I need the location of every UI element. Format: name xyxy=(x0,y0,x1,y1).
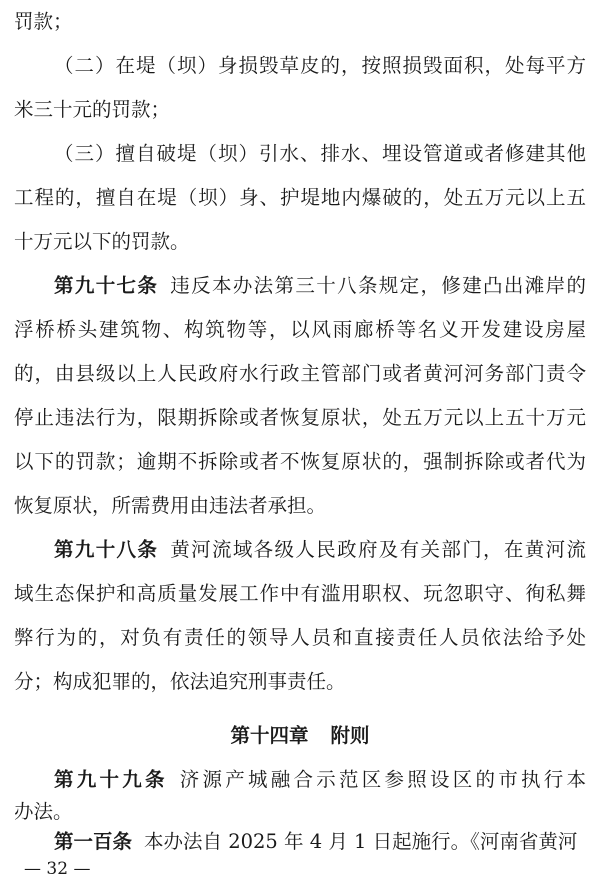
text-line: 米三十元的罚款； xyxy=(14,98,171,121)
article-99-first-line xyxy=(54,768,586,792)
chapter-number: 第十四章 xyxy=(230,724,309,747)
text-line: 域生态保护和高质量发展工作中有滥用职权、玩忽职守、徇私舞 xyxy=(14,582,586,605)
article-100-first-line xyxy=(54,830,586,854)
article-99-number: 第九十九条 xyxy=(54,768,168,791)
chapter-heading xyxy=(0,724,600,748)
text-line: 浮桥桥头建筑物、构筑物等，以风雨廊桥等名义开发建设房屋 xyxy=(14,318,586,341)
text-line: 本办法自 2025 年 4 月 1 日起施行。《河南省黄河 xyxy=(144,830,578,853)
text-line: （三）擅自破堤（坝）引水、排水、埋设管道或者修建其他 xyxy=(54,142,586,165)
article-98-first-line xyxy=(54,538,586,562)
text-line: 弊行为的，对负有责任的领导人员和直接责任人员依法给予处 xyxy=(14,626,586,649)
article-97-first-line xyxy=(54,274,586,298)
text-line: 工程的，擅自在堤（坝）身、护堤地内爆破的，处五万元以上五 xyxy=(14,186,586,209)
article-97-number: 第九十七条 xyxy=(54,274,159,297)
text-line: 办法。 xyxy=(14,800,73,823)
article-98-number: 第九十八条 xyxy=(54,538,159,561)
text-line: （二）在堤（坝）身损毁草皮的，按照损毁面积，处每平方 xyxy=(54,54,586,77)
text-line: 济源产城融合示范区参照设区的市执行本 xyxy=(179,768,586,791)
text-line: 罚款； xyxy=(14,10,73,33)
text-line: 违反本办法第三十八条规定，修建凸出滩岸的 xyxy=(170,274,586,297)
text-line: 以下的罚款；逾期不拆除或者不恢复原状的，强制拆除或者代为 xyxy=(14,450,586,473)
chapter-title: 附则 xyxy=(330,724,370,747)
article-100-number: 第一百条 xyxy=(54,830,133,853)
text-line: 十万元以下的罚款。 xyxy=(14,230,190,253)
text-line: 黄河流域各级人民政府及有关部门，在黄河流 xyxy=(170,538,586,561)
text-line: 停止违法行为，限期拆除或者恢复原状，处五万元以上五十万元 xyxy=(14,406,586,429)
text-line: 分；构成犯罪的，依法追究刑事责任。 xyxy=(14,670,346,693)
text-line: 的，由县级以上人民政府水行政主管部门或者黄河河务部门责令 xyxy=(14,362,586,385)
page-number: — 32 — xyxy=(24,859,91,879)
text-line: 恢复原状，所需费用由违法者承担。 xyxy=(14,494,327,517)
